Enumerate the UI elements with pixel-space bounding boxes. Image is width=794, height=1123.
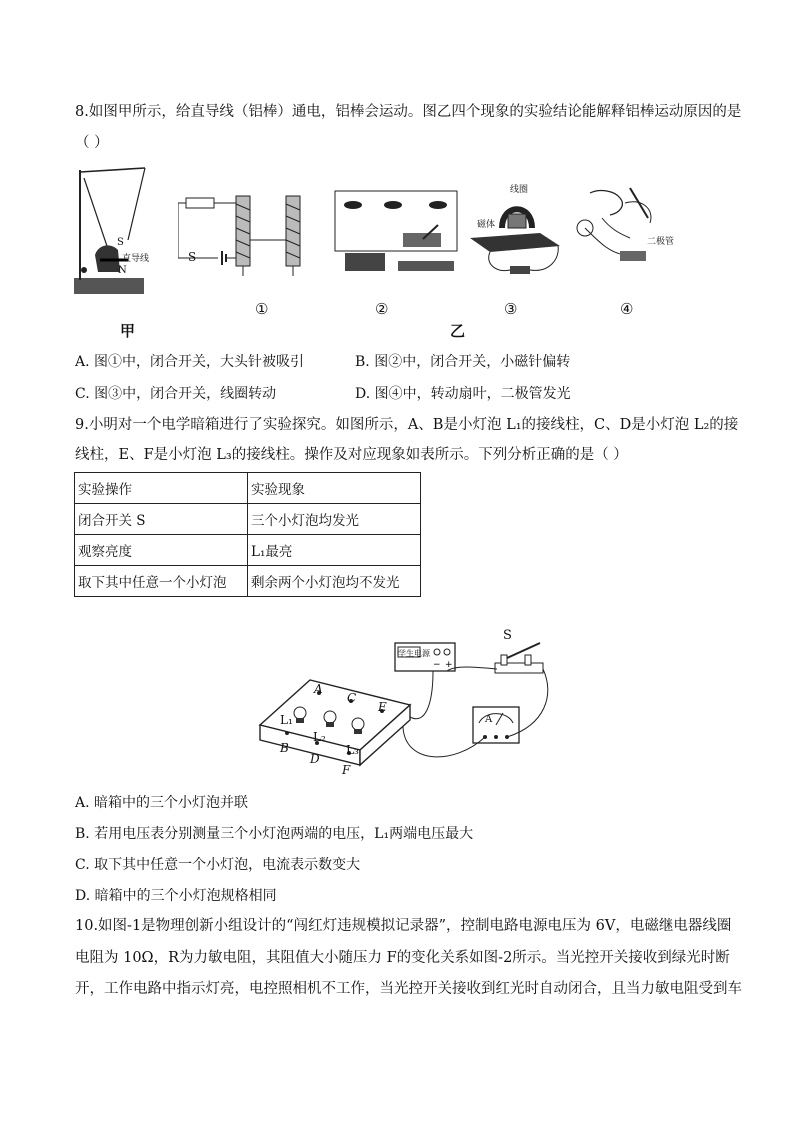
table-row — [75, 535, 421, 566]
fig3-label-magnet: 磁体 — [477, 220, 496, 230]
q9-option-d[interactable]: D. 暗箱中的三个小灯泡规格相同 — [75, 888, 277, 904]
terminal-b: B — [280, 741, 289, 755]
terminal-d: D — [310, 752, 320, 766]
fig-label-2: ② — [375, 300, 389, 318]
q9-stem-line1: 9.小明对一个电学暗箱进行了实验探究。如图所示，A、B是小灯泡 L₁的接线柱，C、D是小灯泡 L₂的接 — [75, 417, 739, 433]
table-cell: 观察亮度 — [75, 535, 248, 566]
fig1-label-s: S — [188, 250, 197, 264]
q10-line3: 开，工作电路中指示灯亮，电控照相机不工作，当光控开关接收到红光时自动闭合，且当力敏电阻受到车 — [75, 981, 742, 997]
table-cell: 剩余两个小灯泡均不发光 — [248, 566, 421, 597]
q8-option-a[interactable]: A. 图①中，闭合开关，大头针被吸引 — [75, 354, 305, 370]
q8-stem-line1: 8.如图甲所示，给直导线（铝棒）通电，铝棒会运动。图乙四个现象的实验结论能解释铝棒运动原因的是 — [75, 104, 742, 120]
q8-figure-3 — [470, 188, 570, 283]
caption-jia: 甲 — [120, 322, 136, 340]
table-cell: 闭合开关 S — [75, 504, 248, 535]
fig-switch-label: S — [503, 628, 512, 643]
coil — [508, 214, 526, 228]
q9-stem-line2: 线柱，E、F是小灯泡 L₃的接线柱。操作及对应现象如表所示。下列分析正确的是（ ） — [75, 447, 628, 463]
jia-label-s: S — [117, 237, 124, 248]
fig-ammeter-label: A — [485, 714, 493, 725]
terminal-e: E — [378, 700, 387, 714]
svg-text:+: + — [445, 660, 453, 670]
q8-figure-1 — [178, 188, 313, 278]
q8-figure-4 — [570, 183, 670, 273]
table-header-phen: 实验现象 — [248, 473, 421, 504]
q8-figure-2 — [333, 183, 463, 278]
q9-option-b[interactable]: B. 若用电压表分别测量三个小灯泡两端的电压，L₁两端电压最大 — [75, 826, 474, 842]
fig3-label-coil: 线圈 — [510, 185, 529, 195]
bulb-l2-label: L₂ — [313, 730, 326, 744]
fig-power-label: 学生电源 — [398, 649, 430, 658]
jia-label-wire: 直导线 — [122, 254, 150, 264]
q8-option-c[interactable]: C. 图③中，闭合开关，线圈转动 — [75, 386, 277, 402]
table-row — [75, 473, 421, 504]
fig4-label-diode: 二极管 — [647, 237, 675, 247]
q10-line1: 10.如图-1是物理创新小组设计的“闯红灯违规模拟记录器”，控制电路电源电压为 6V，电磁继电器线圈 — [75, 918, 732, 934]
magnet-base — [470, 233, 560, 252]
q9-table — [74, 472, 421, 597]
q9-option-a[interactable]: A. 暗箱中的三个小灯泡并联 — [75, 795, 249, 811]
svg-text:−: − — [433, 660, 441, 670]
q8-stem-line2: （ ） — [75, 135, 109, 151]
table-cell: 取下其中任意一个小灯泡 — [75, 566, 248, 597]
fig-label-3: ③ — [504, 300, 518, 318]
terminal-c: C — [347, 691, 357, 705]
caption-yi: 乙 — [450, 322, 466, 340]
jia-label-n: N — [118, 265, 127, 276]
table-cell: L₁最亮 — [248, 535, 421, 566]
fig-label-1: ① — [255, 300, 269, 318]
q9-option-c[interactable]: C. 取下其中任意一个小灯泡，电流表示数变大 — [75, 857, 361, 873]
table-cell: 三个小灯泡均发光 — [248, 504, 421, 535]
table-row — [75, 504, 421, 535]
terminal-a: A — [314, 682, 323, 696]
fig-label-4: ④ — [620, 300, 634, 318]
table-row — [75, 566, 421, 597]
table-header-op: 实验操作 — [75, 473, 248, 504]
terminal-f: F — [342, 763, 351, 777]
bulb-l3-label: L₃ — [346, 743, 359, 757]
q8-option-d[interactable]: D. 图④中，转动扇叶，二极管发光 — [355, 386, 571, 402]
bulb-l1-label: L₁ — [280, 713, 293, 727]
q10-line2: 电阻为 10Ω，R为力敏电阻，其阻值大小随压力 F的变化关系如图-2所示。当光控开关接收到绿光时断 — [75, 950, 730, 966]
q8-option-b[interactable]: B. 图②中，闭合开关，小磁针偏转 — [355, 354, 571, 370]
base-plate — [74, 278, 144, 294]
